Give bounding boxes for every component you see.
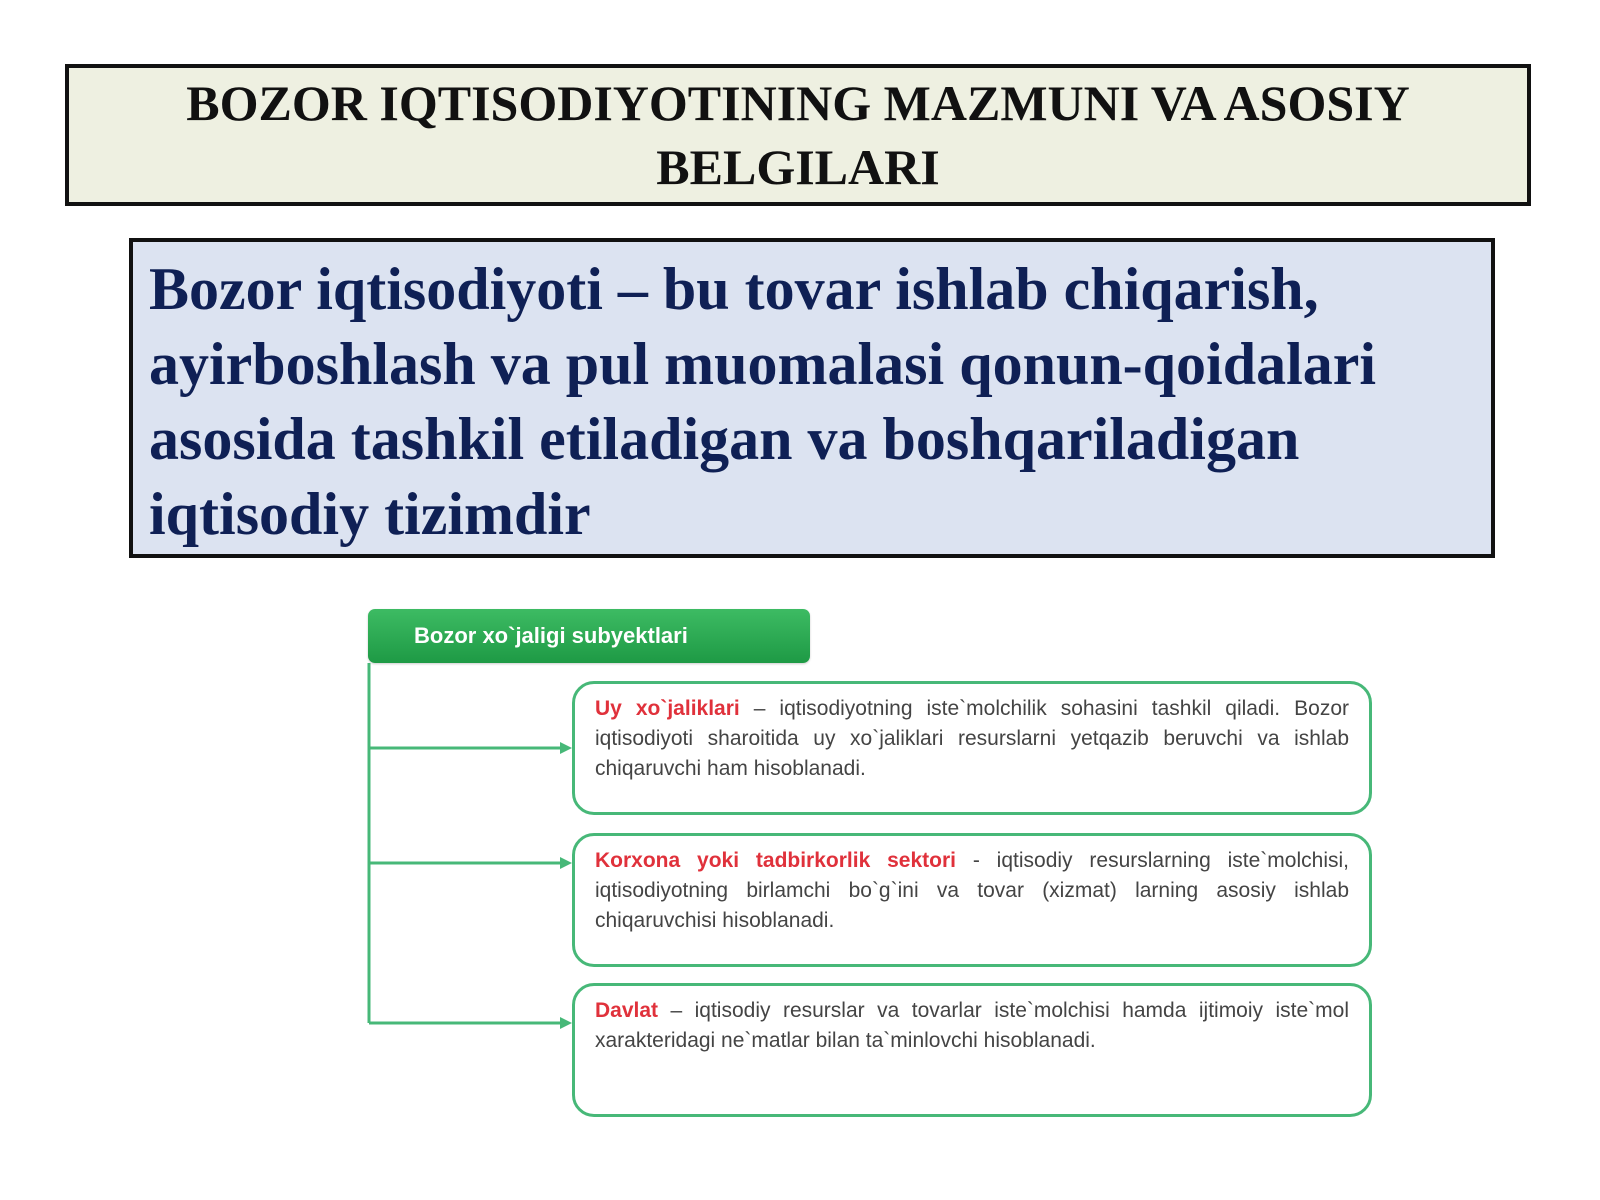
definition-line-4: iqtisodiy tizimdir (149, 481, 591, 547)
subject-description: – iqtisodiyotning iste`molchilik sohasini tashkil qiladi. Bozor iqtisodiyoti sharoitida uy xo`jaliklari resurslarni yetqazib beruvchi va ishlab chiqaruvchi ham hisoblanadi. (595, 697, 1350, 780)
page-title-line-2: BELGILARI (656, 139, 940, 195)
diagram-header-label: Bozor xo`jaligi subyektlari (414, 623, 688, 648)
subject-description: – iqtisodiy resurslar va tovarlar iste`molchisi hamda ijtimoiy iste`mol xarakteridagi ne`matlar bilan ta`minlovchi hisoblanadi. (595, 999, 1349, 1052)
page-title-line-1: BOZOR IQTISODIYOTINING MAZMUNI VA ASOSIY (186, 75, 1410, 131)
subject-box-households (572, 681, 1372, 815)
definition-box (129, 238, 1495, 558)
subject-description: - iqtisodiy resurslarning iste`molchisi, iqtisodiyotning birlamchi bo`g`ini va tovar (xizmat) larning asosiy ishlab chiqaruvchisi hisoblanadi. (595, 849, 1349, 932)
definition-line-1: Bozor iqtisodiyoti – bu tovar ishlab chiqarish, (149, 256, 1319, 322)
subject-term: Davlat (595, 999, 659, 1022)
definition-line-2: ayirboshlash va pul muomalasi qonun-qoidalari (149, 331, 1377, 397)
arrow-head-3-icon (560, 1017, 572, 1029)
diagram-header (368, 609, 810, 663)
arrow-head-1-icon (560, 742, 572, 754)
subject-box-state (572, 983, 1372, 1117)
arrow-head-2-icon (560, 857, 572, 869)
subject-term: Korxona yoki tadbirkorlik sektori (595, 849, 956, 872)
title-box (65, 64, 1531, 206)
diagram-connectors (360, 605, 580, 1125)
subject-term: Uy xo`jaliklari (595, 697, 740, 720)
definition-line-3: asosida tashkil etiladigan va boshqariladigan (149, 406, 1300, 472)
market-subjects-diagram (360, 605, 1380, 1125)
subject-box-business-sector (572, 833, 1372, 967)
